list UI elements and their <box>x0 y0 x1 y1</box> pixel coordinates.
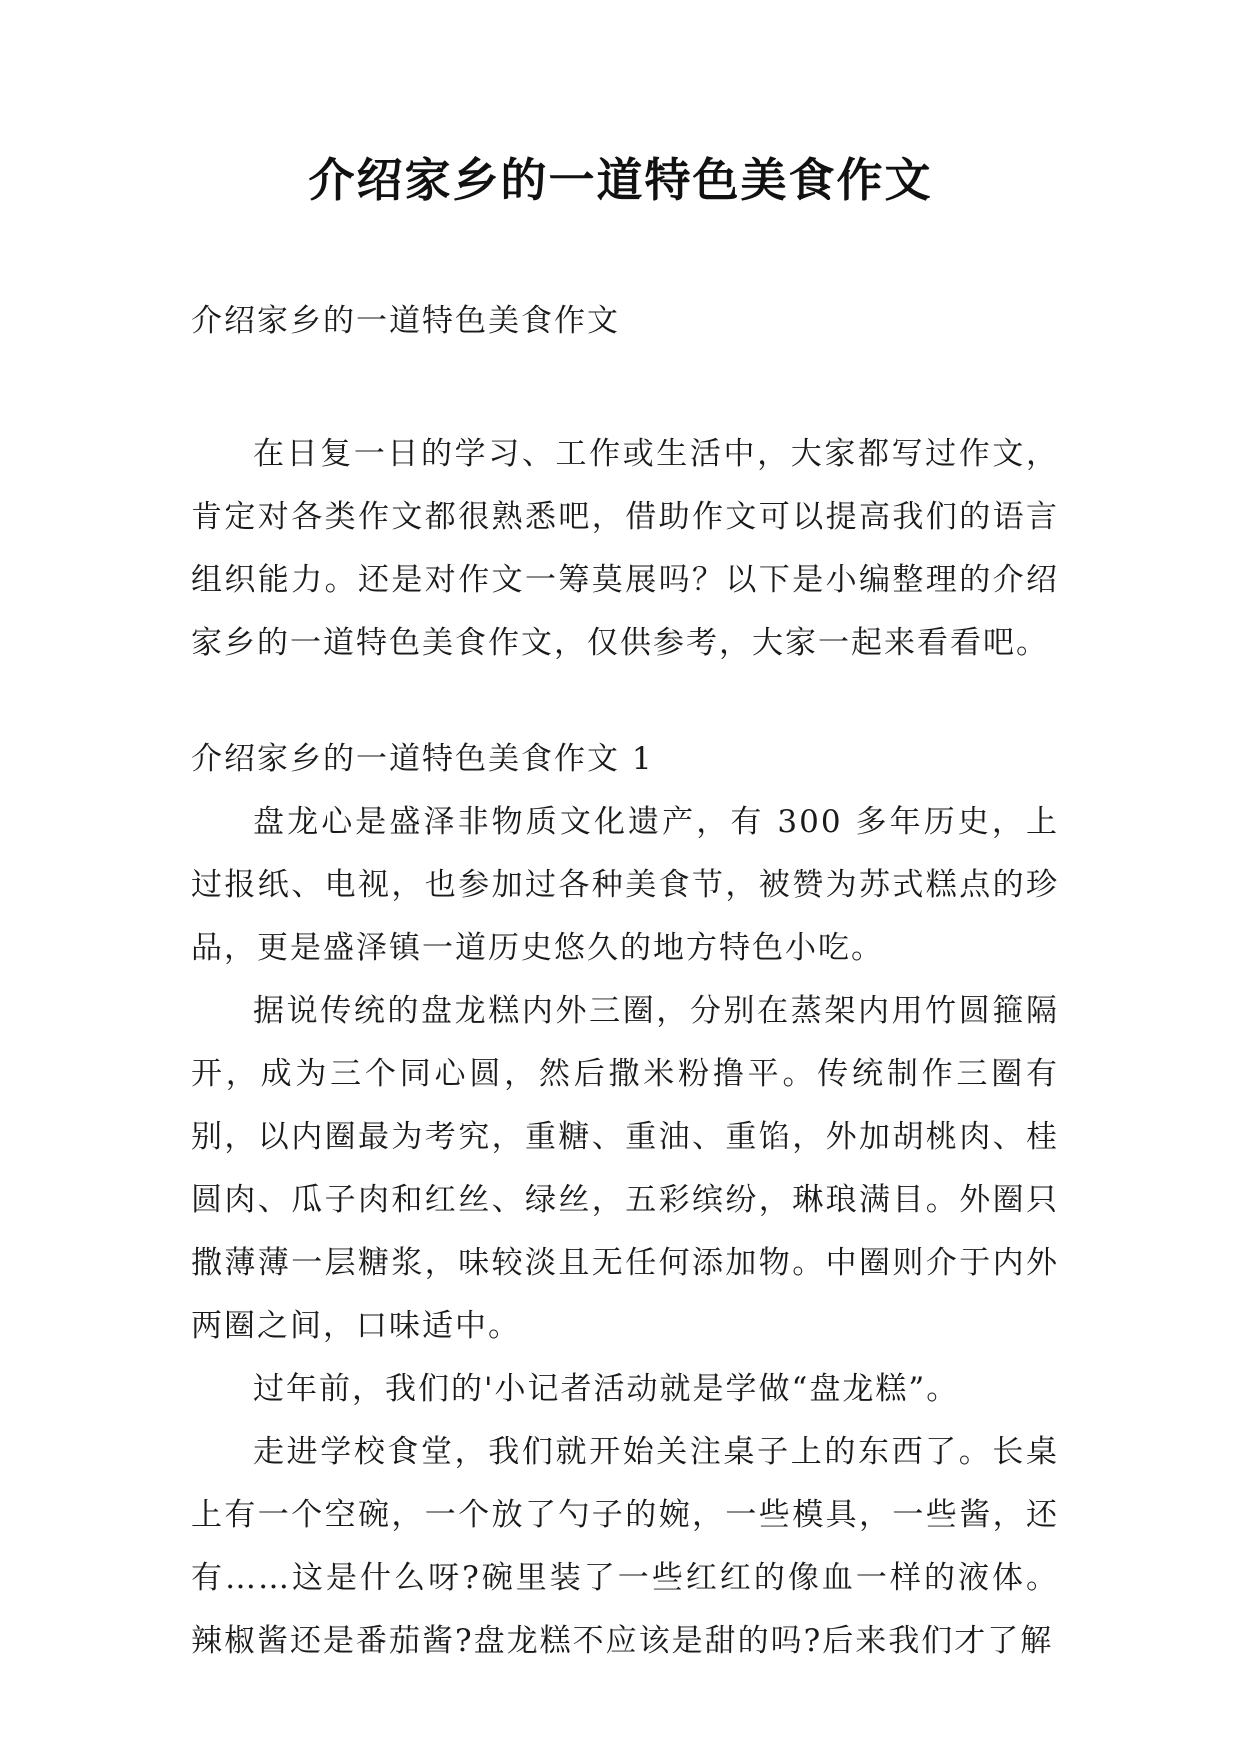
spacer <box>191 675 1059 728</box>
paragraph: 盘龙心是盛泽非物质文化遗产，有 300 多年历史，上过报纸、电视，也参加过各种美食节，被赞为苏式糕点的珍品，更是盛泽镇一道历史悠久的地方特色小吃。 <box>191 804 1059 966</box>
section-title: 介绍家乡的一道特色美食作文 1 <box>191 741 654 777</box>
document-heading: 介绍家乡的一道特色美食作文 <box>191 303 620 339</box>
spacer <box>191 353 1059 423</box>
document-title: 介绍家乡的一道特色美食作文 <box>308 153 933 207</box>
paragraph: 走进学校食堂，我们就开始关注桌子上的东西了。长桌上有一个空碗，一个放了勺子的婉，一些模具，一些酱，还有……这是什么呀?碗里装了一些红红的像血一样的液体。辣椒酱还是番茄酱?盘龙糕不应该是甜的吗?后来我们才了解 <box>191 1434 1059 1659</box>
intro-paragraph: 在日复一日的学习、工作或生活中，大家都写过作文，肯定对各类作文都很熟悉吧，借助作文可以提高我们的语言组织能力。还是对作文一筹莫展吗？以下是小编整理的介绍家乡的一道特色美食作文，仅供参考，大家一起来看看吧。 <box>191 436 1059 661</box>
paragraph: 据说传统的盘龙糕内外三圈，分别在蒸架内用竹圆箍隔开，成为三个同心圆，然后撒米粉撸平。传统制作三圈有别，以内圈最为考究，重糖、重油、重馅，外加胡桃肉、桂圆肉、瓜子肉和红丝、绿丝，五彩缤纷，琳琅满目。外圈只撒薄薄一层糖浆，味较淡且无任何添加物。中圈则介于内外两圈之间，口味适中。 <box>191 993 1059 1344</box>
document-body <box>191 290 1059 1673</box>
paragraph: 过年前，我们的'小记者活动就是学做“盘龙糕”。 <box>253 1371 960 1407</box>
